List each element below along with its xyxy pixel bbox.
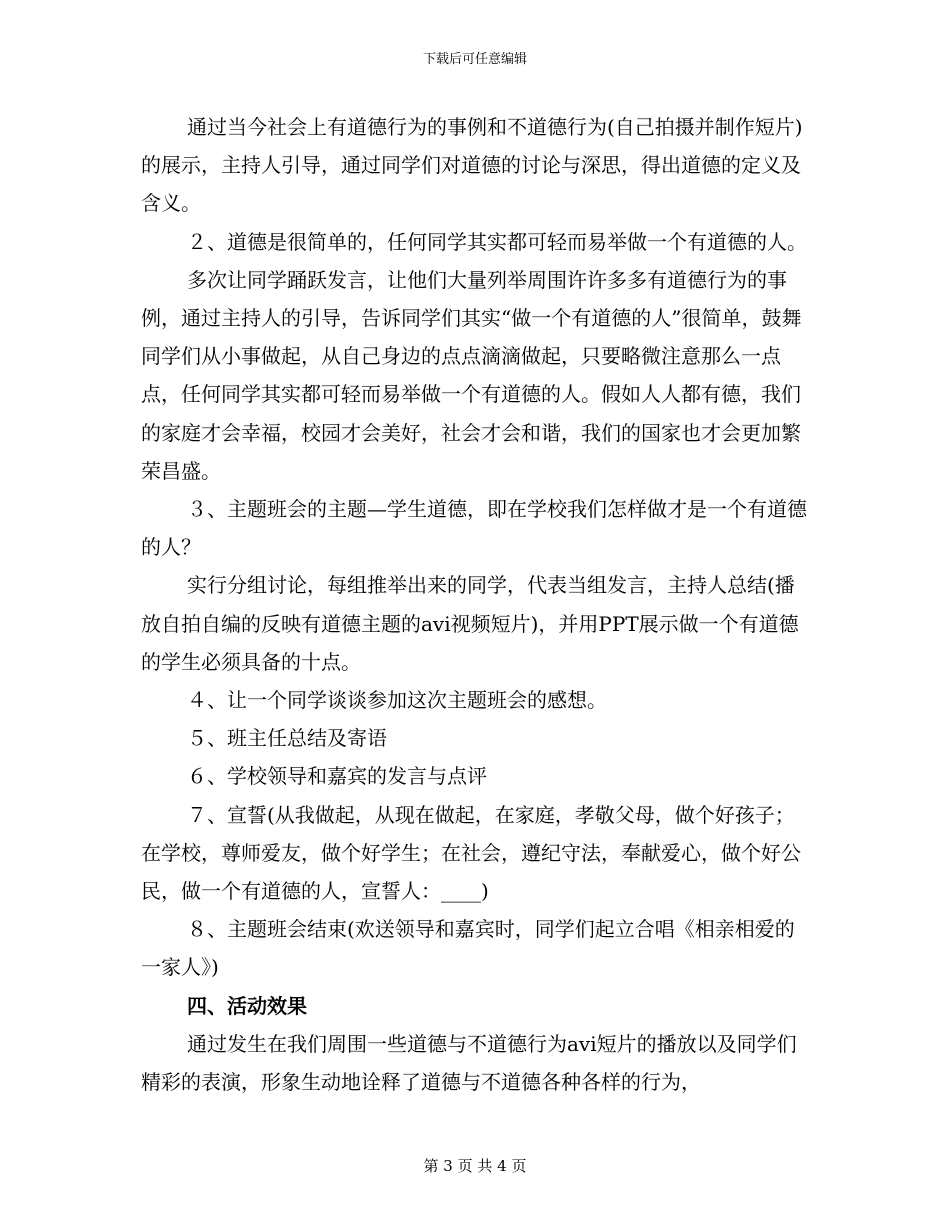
paragraph-effect: 通过发生在我们周围一些道德与不道德行为avi短片的播放以及同学们精彩的表演，形象生动地诠释了道德与不道德各种各样的行为， (141, 1031, 797, 1095)
list-item-2: ２、道德是很简单的，任何同学其实都可轻而易举做一个有道德的人。 (187, 229, 807, 254)
paragraph-intro: 通过当今社会上有道德行为的事例和不道德行为(自己拍摄并制作短片)的展示，主持人引导，通过同学们对道德的讨论与深思，得出道德的定义及含义。 (141, 115, 803, 216)
list-item-3: ３、主题班会的主题—学生道德，即在学校我们怎样做才是一个有道德的人？ (141, 497, 807, 560)
list-item-8: ８、主题班会结束(欢送领导和嘉宾时，同学们起立合唱《相亲相爱的一家人》) (141, 917, 795, 980)
paragraph-group-discussion: 实行分组讨论，每组推举出来的同学，代表当组发言，主持人总结(播放自拍自编的反映有道德主题的avi视频短片)，并用PPT展示做一个有道德的学生必须具备的十点。 (141, 573, 799, 674)
document-body (141, 108, 813, 1101)
list-item-6: ６、学校领导和嘉宾的发言与点评 (187, 764, 487, 789)
list-item-4: ４、让一个同学谈谈参加这次主题班会的感想。 (187, 688, 607, 713)
paragraph-discussion: 多次让同学踊跃发言，让他们大量列举周围许许多多有道德行为的事例，通过主持人的引导，告诉同学们其实“做一个有道德的人”很简单，鼓舞同学们从小事做起，从自己身边的点点滴滴做起，只要略微注意那么一点点，任何同学其实都可轻而易举做一个有道德的人。假如人人都有德，我们的家庭才会幸福，校园才会美好，社会才会和谐，我们的国家也才会更加繁荣昌盛。 (141, 267, 802, 483)
list-item-7: ７、宣誓(从我做起，从现在做起，在家庭，孝敬父母，做个好孩子；在学校，尊师爱友，做个好学生；在社会，遵纪守法，奉献爱心，做个好公民，做一个有道德的人，宣誓人：____) (141, 802, 801, 904)
page-header: 下载后可任意编辑 (422, 52, 527, 67)
page-footer: 第 3 页 共 4 页 (423, 1157, 527, 1175)
section-heading-activity-effect: 四、活动效果 (187, 993, 307, 1018)
list-item-5: ５、班主任总结及寄语 (187, 726, 387, 751)
